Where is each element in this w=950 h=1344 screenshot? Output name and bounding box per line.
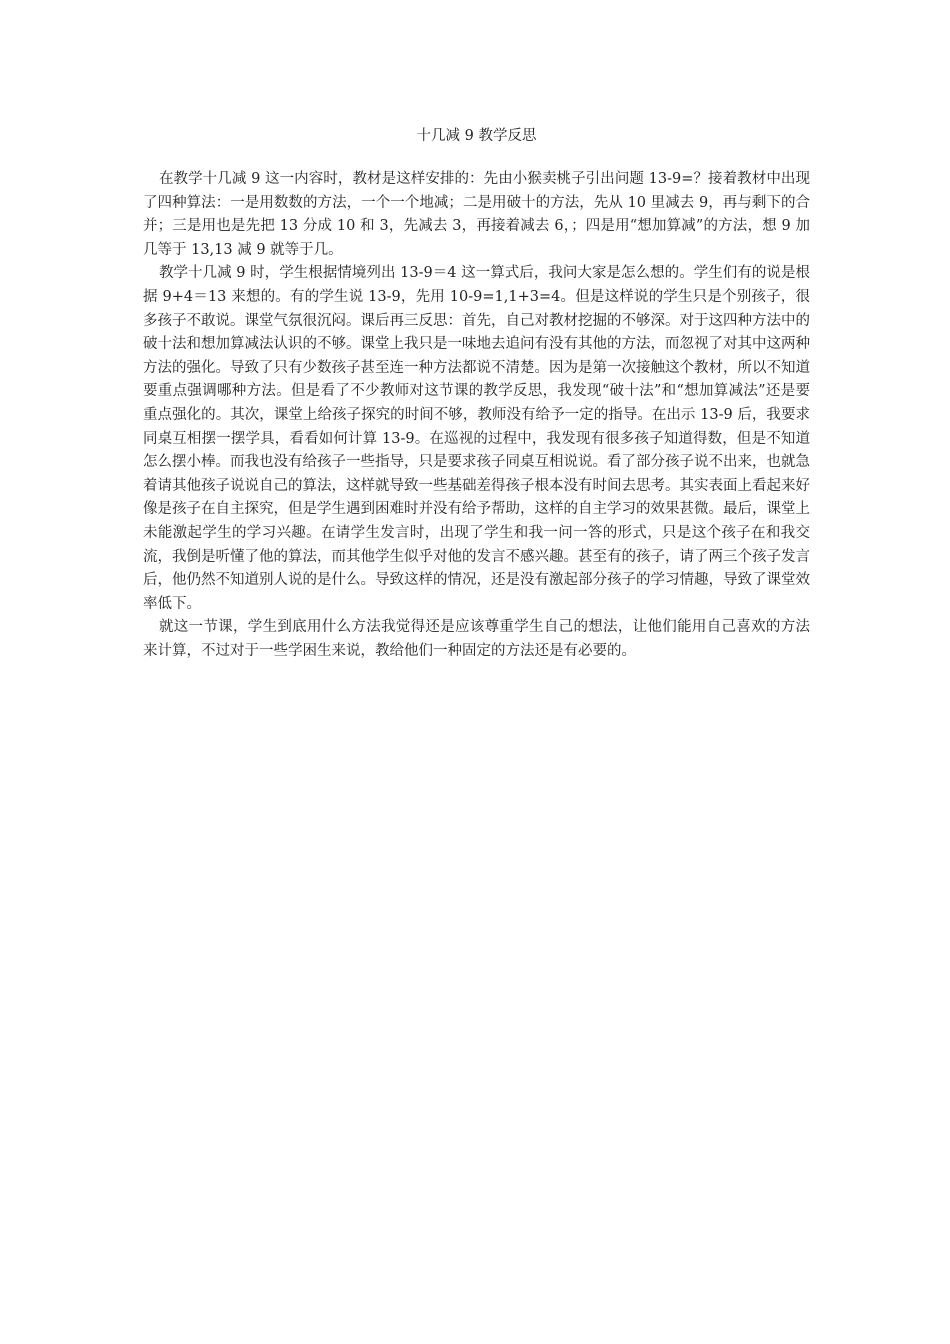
paragraph-teaching-reflection: 教学十几减 9 时，学生根据情境列出 13-9＝4 这一算式后，我问大家是怎么想的。学生们有的说是根据 9+4＝13 来想的。有的学生说 13-9，先用 10-9=1,1+3=4。但是这样说的学生只是个别孩子，很多孩子不敢说。课堂气氛很沉闷。课后再三反思：首先，自己对教材挖掘的不够深。对于这四种方法中的破十法和想加算减法认识的不够。课堂上我只是一味地去追问有没有其他的方法，而忽视了对其中这两种方法的强化。导致了只有少数孩子甚至连一种方法都说不清楚。因为是第一次接触这个教材，所以不知道要重点强调哪种方法。但是看了不少教师对这节课的教学反思，我发现“破十法”和“想加算减法”还是要重点强化的。其次，课堂上给孩子探究的时间不够，教师没有给予一定的指导。在出示 13-9 后，我要求同桌互相摆一摆学具，看看如何计算 13-9。在巡视的过程中，我发现有很多孩子知道得数，但是不知道怎么摆小棒。而我也没有给孩子一些指导，只是要求孩子同桌互相说说。看了部分孩子说不出来，也就急着请其他孩子说说自己的算法，这样就导致一些基础差得孩子根本没有时间去思考。其实表面上看起来好像是孩子在自主探究，但是学生遇到困难时并没有给予帮助，这样的自主学习的效果甚微。最后，课堂上未能激起学生的学习兴趣。在请学生发言时，出现了学生和我一问一答的形式，只是这个孩子在和我交流，我倒是听懂了他的算法，而其他学生似乎对他的发言不感兴趣。甚至有的孩子，请了两三个孩子发言后，他仍然不知道别人说的是什么。导致这样的情况，还是没有激起部分孩子的学习情趣，导致了课堂效率低下。: [143, 265, 810, 612]
paragraph-conclusion: 就这一节课，学生到底用什么方法我觉得还是应该尊重学生自己的想法，让他们能用自己喜欢的方法来计算，不过对于一些学困生来说，教给他们一种固定的方法还是有必要的。: [143, 619, 810, 659]
paragraph-textbook-arrangement: 在教学十几减 9 这一内容时，教材是这样安排的：先由小猴卖桃子引出问题 13-9=？接着教材中出现了四种算法：一是用数数的方法，一个一个地减；二是用破十的方法，先从 10 里减去 9，再与剩下的合并；三是用也是先把 13 分成 10 和 3，先减去 3，再接着减去 6，；四是用“想加算减”的方法，想 9 加几等于 13,13 减 9 就等于几。: [143, 171, 810, 258]
document-title: 十几减 9 教学反思: [416, 128, 537, 144]
document-body: [143, 124, 810, 663]
